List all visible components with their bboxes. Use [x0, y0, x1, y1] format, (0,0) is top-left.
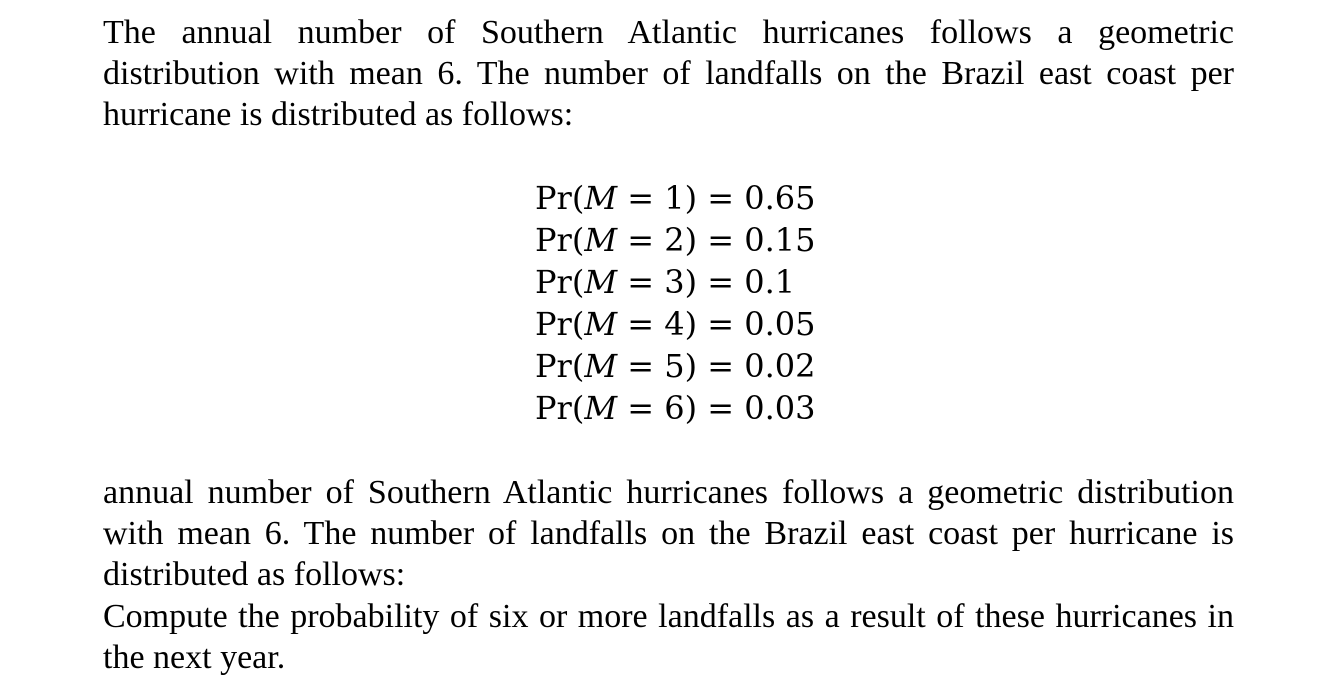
random-variable: M [584, 221, 618, 259]
equation-row: Pr(M = 5) = 0.02 [535, 347, 816, 385]
question-paragraph: Compute the probability of six or more landfalls as a result of these hurricanes in the next year. [103, 598, 1234, 676]
probability-value: 0.03 [744, 389, 816, 427]
prob-function: Pr [535, 263, 572, 301]
outcome-value: 4 [664, 305, 685, 343]
random-variable: M [584, 179, 618, 217]
equation-row: Pr(M = 2) = 0.15 [535, 221, 816, 259]
outcome-value: 3 [664, 263, 685, 301]
equation-row: Pr(M = 6) = 0.03 [535, 389, 816, 427]
prob-function: Pr [535, 221, 572, 259]
prob-function: Pr [535, 305, 572, 343]
prob-function: Pr [535, 389, 572, 427]
prob-function: Pr [535, 347, 572, 385]
random-variable: M [584, 389, 618, 427]
outcome-value: 1 [664, 179, 685, 217]
probability-value: 0.02 [744, 347, 816, 385]
probability-value: 0.65 [744, 179, 816, 217]
repeated-paragraph: annual number of Southern Atlantic hurricanes follows a geometric distribution with mean 6. The number of landfalls on the Brazil east coast per hurricane is distributed as follows: [103, 474, 1234, 593]
outcome-value: 5 [664, 347, 685, 385]
random-variable: M [584, 263, 618, 301]
random-variable: M [584, 347, 618, 385]
probability-distribution [535, 177, 815, 429]
random-variable: M [584, 305, 618, 343]
prob-function: Pr [535, 179, 572, 217]
probability-value: 0.15 [744, 221, 816, 259]
equation-row: Pr(M = 3) = 0.1 [535, 263, 796, 301]
probability-value: 0.1 [744, 263, 796, 301]
outcome-value: 2 [664, 221, 685, 259]
equation-row: Pr(M = 1) = 0.65 [535, 179, 816, 217]
equation-row: Pr(M = 4) = 0.05 [535, 305, 816, 343]
intro-paragraph: The annual number of Southern Atlantic hurricanes follows a geometric distribution with mean 6. The number of landfalls on the Brazil east coast per hurricane is distributed as follows: [103, 14, 1234, 133]
probability-value: 0.05 [744, 305, 816, 343]
outcome-value: 6 [664, 389, 685, 427]
